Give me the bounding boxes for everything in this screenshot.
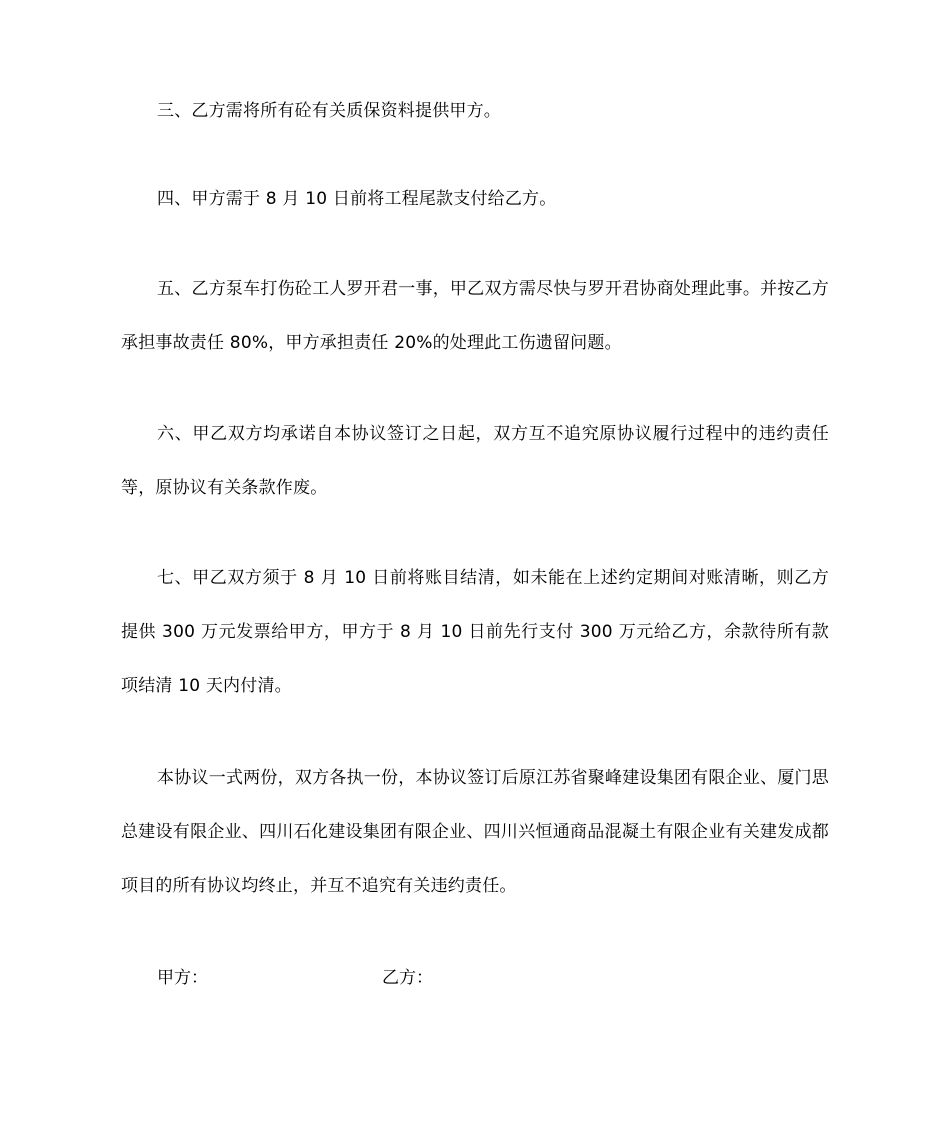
party-b-signature-label: 乙方： <box>382 968 433 988</box>
clause-three: 三、乙方需将所有砼有关质保资料提供甲方。 <box>157 101 501 121</box>
clause-five: 五、乙方泵车打伤砼工人罗开君一事，甲乙双方需尽快与罗开君协商处理此事。并按乙方承担事故责任 80%，甲方承担责任 20%的处理此工伤遗留问题。 <box>121 279 829 353</box>
party-a-signature-label: 甲方： <box>157 968 208 988</box>
closing-paragraph: 本协议一式两份，双方各执一份，本协议签订后原江苏省聚峰建设集团有限企业、厦门思总建设有限企业、四川石化建设集团有限企业、四川兴恒通商品混凝土有限企业有关建发成都项目的所有协议均终止，并互不追究有关违约责任。 <box>121 768 829 896</box>
clause-four: 四、甲方需于 8 月 10 日前将工程尾款支付给乙方。 <box>157 189 557 209</box>
clause-seven: 七、甲乙双方须于 8 月 10 日前将账目结清，如未能在上述约定期间对账清晰，则乙方提供 300 万元发票给甲方，甲方于 8 月 10 日前先行支付 300 万元给乙方，余款待所有款项结清 10 天内付清。 <box>121 568 829 696</box>
clause-six: 六、甲乙双方均承诺自本协议签订之日起，双方互不追究原协议履行过程中的违约责任等，原协议有关条款作废。 <box>121 424 829 498</box>
